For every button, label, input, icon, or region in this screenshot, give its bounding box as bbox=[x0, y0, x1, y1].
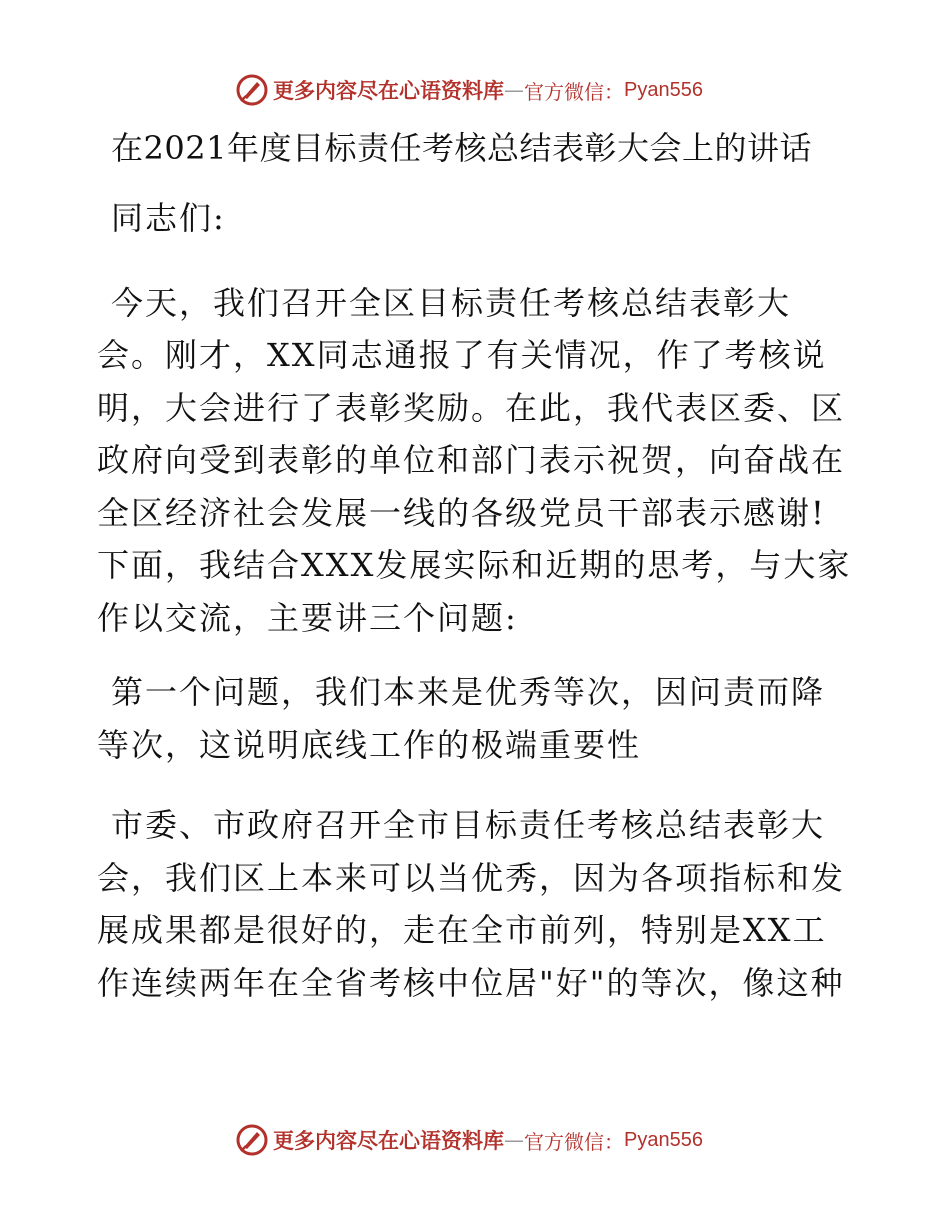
banner-wechat-handle: Pyan556 bbox=[624, 1128, 703, 1151]
banner-separator: — bbox=[504, 1128, 524, 1152]
banner-brand-text: 更多内容尽在心语资料库 bbox=[273, 1128, 504, 1153]
document-title: 在2021年度目标责任考核总结表彰大会上的讲话 bbox=[111, 129, 812, 167]
quill-pen-circle-icon bbox=[235, 1123, 269, 1157]
banner-wechat-label: 官方微信： bbox=[524, 1129, 624, 1154]
banner-brand-text: 更多内容尽在心语资料库 bbox=[273, 78, 504, 103]
paragraph-section-heading: 第一个问题，我们本来是优秀等次，因问责而降等次，这说明底线工作的极端重要性 bbox=[97, 673, 826, 764]
footer-banner bbox=[235, 1122, 715, 1158]
banner-separator: — bbox=[504, 78, 524, 102]
paragraph-body: 市委、市政府召开全市目标责任考核总结表彰大会，我们区上本来可以当优秀，因为各项指标和发展成果都是很好的，走在全市前列，特别是XX工作连续两年在全省考核中位居"好"的等次，像这种 bbox=[97, 806, 846, 1002]
quill-pen-circle-icon bbox=[235, 73, 269, 107]
salutation: 同志们: bbox=[111, 199, 226, 237]
document-body bbox=[97, 124, 857, 1009]
paragraph-intro: 今天，我们召开全区目标责任考核总结表彰大会。刚才，XX同志通报了有关情况，作了考核说明，大会进行了表彰奖励。在此，我代表区委、区政府向受到表彰的单位和部门表示祝贺，向奋战在全区经济社会发展一线的各级党员干部表示感谢!下面，我结合XXX发展实际和近期的思考，与大家作以交流，主要讲三个问题: bbox=[97, 283, 852, 637]
header-banner bbox=[235, 72, 715, 108]
banner-wechat-handle: Pyan556 bbox=[624, 78, 703, 101]
banner-wechat-label: 官方微信： bbox=[524, 79, 624, 104]
